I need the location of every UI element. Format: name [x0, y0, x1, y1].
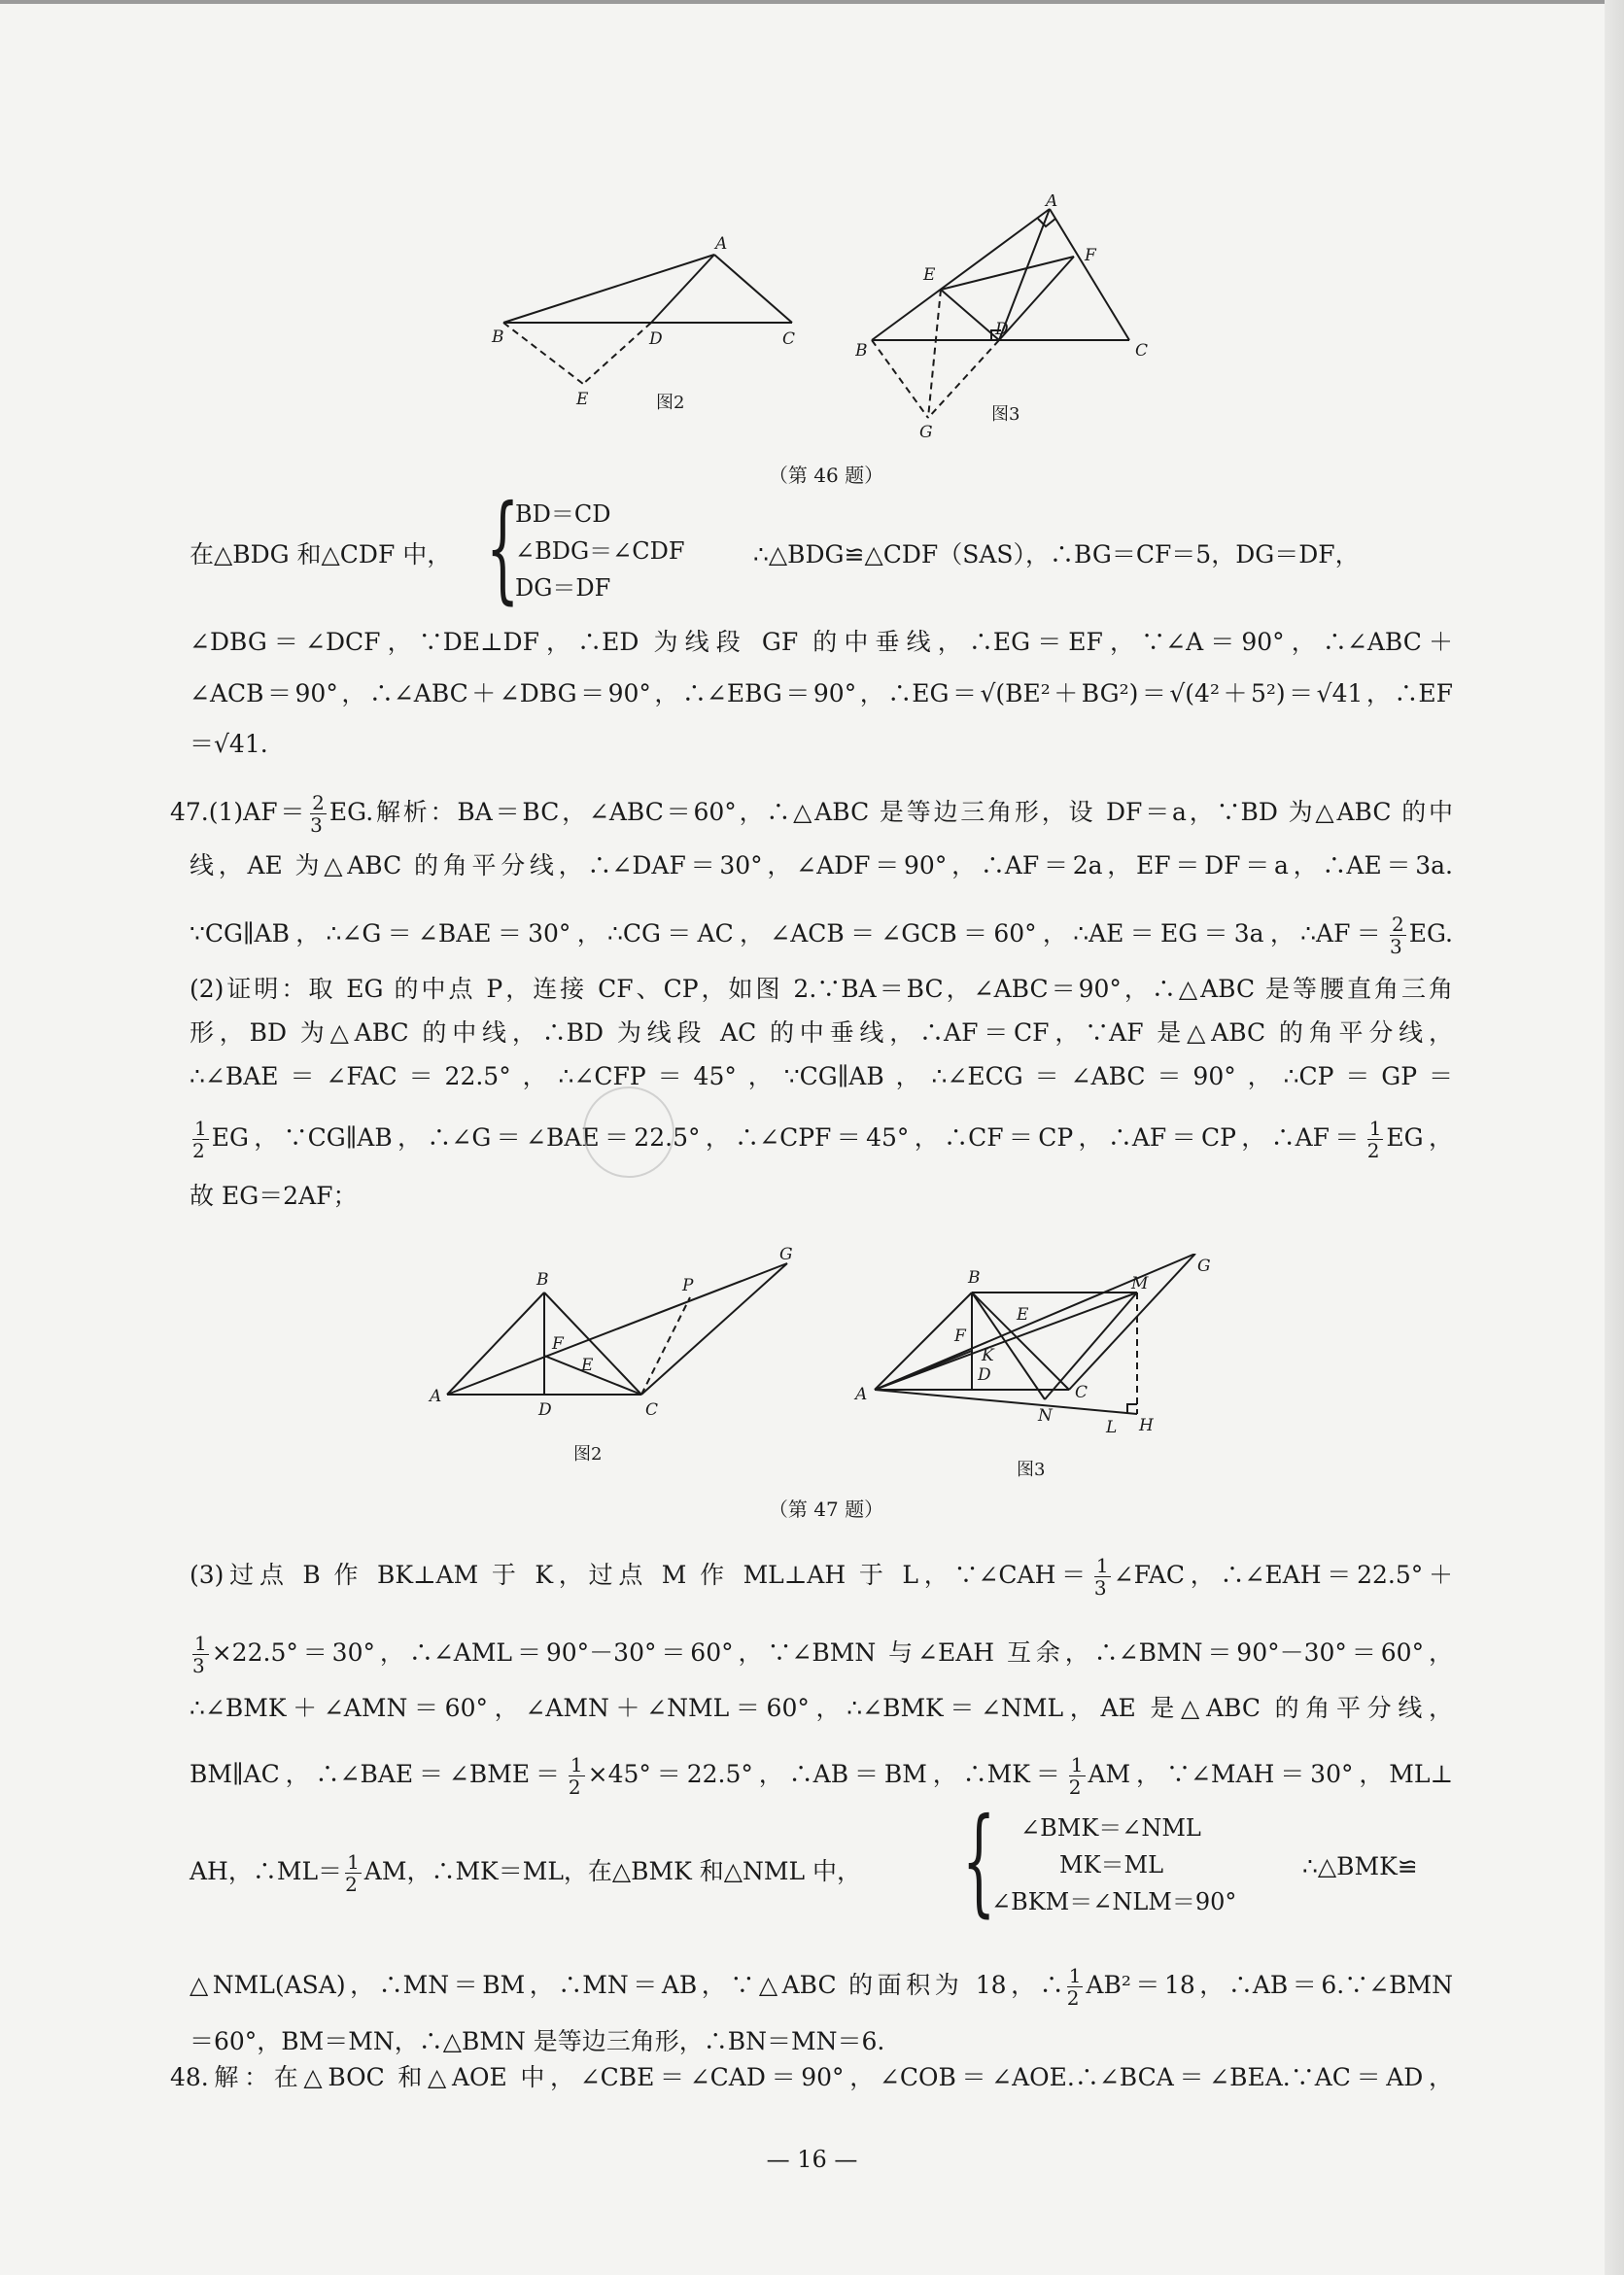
- fig46-2-label-A: A: [715, 234, 728, 254]
- p46-sys-prefix: 在△BDG 和△CDF 中，: [190, 540, 452, 569]
- p47c-line-6: △NML(ASA)，∴MN＝BM，∴MN＝AB，∵△ABC 的面积为 18，∴ $\frac{1}{2}$ AB²＝18，∴AB＝6.∵∠BMN: [190, 1964, 1453, 2010]
- figure-47-fig2: [418, 1244, 807, 1477]
- p47-frac-4: $\frac{1}{2}$: [1366, 1117, 1382, 1162]
- fig47-3-label-A: A: [855, 1385, 868, 1404]
- fig46-3-label-E: E: [923, 265, 936, 285]
- p47c-frac-5: $\frac{1}{2}$: [345, 1850, 360, 1896]
- fig46-2-label-C: C: [782, 329, 796, 349]
- page-right-margin: [1605, 0, 1624, 2275]
- p47c-sys-eq1: ∠BMK＝∠NML: [1020, 1814, 1201, 1842]
- p47c-line-7: ＝60°，BM＝MN，∴△BMN 是等边三角形，∴BN＝MN＝6.: [190, 2027, 885, 2055]
- p46-sys-eq2: ∠BDG＝∠CDF: [515, 537, 685, 565]
- fig47-3-label-F: F: [954, 1327, 966, 1346]
- p47c-frac-6: $\frac{1}{2}$: [1066, 1964, 1082, 2010]
- fig46-3-label-G: G: [919, 423, 933, 442]
- p47-line-8: 故 EG＝2AF；: [190, 1182, 358, 1210]
- fig47-2-label-P: P: [682, 1276, 694, 1295]
- p47c-line-4: BM∥AC，∴∠BAE＝∠BME＝ $\frac{1}{2}$ ×45°＝22.5°，∴AB＝BM，∴MK＝ $\frac{1}{2}$ AM，∵∠MAH＝30°，ML⊥: [190, 1753, 1453, 1799]
- fig46-2-label-B: B: [492, 327, 504, 347]
- figure-46-caption: （第 46 题）: [768, 464, 884, 487]
- p47c-system: [991, 1810, 1236, 1920]
- p47c-brace: {: [962, 1794, 996, 1929]
- p46-line-4: ＝√41.: [190, 730, 268, 758]
- fig47-3-caption: 图3: [1017, 1460, 1046, 1480]
- fig47-2-label-G: G: [779, 1245, 793, 1264]
- fig47-3-label-K: K: [982, 1346, 994, 1365]
- p47c-line-1: (3)过点 B 作 BK⊥AM 于 K，过点 M 作 ML⊥AH 于 L，∵∠CAH＝ $\frac{1}{3}$ ∠FAC，∴∠EAH＝22.5°＋: [190, 1554, 1453, 1600]
- p46-sys-suffix: ∴△BDG≌△CDF（SAS），∴BG＝CF＝5，DG＝DF，: [753, 540, 1360, 569]
- fig47-2-label-D: D: [538, 1400, 552, 1420]
- fig47-3-label-B: B: [968, 1268, 981, 1288]
- p47-line-2: 线，AE 为△ABC 的角平分线，∴∠DAF＝30°，∠ADF＝90°，∴AF＝2a，EF＝DF＝a，∴AE＝3a.: [190, 851, 1453, 879]
- p46-line-2: ∠DBG＝∠DCF，∵DE⊥DF，∴ED 为线段 GF 的中垂线，∴EG＝EF，∵∠A＝90°，∴∠ABC＋: [190, 628, 1453, 656]
- fig47-3-label-H: H: [1139, 1416, 1154, 1435]
- figure-46-fig2: [486, 224, 816, 418]
- p47c-line-3: ∴∠BMK＋∠AMN＝60°，∠AMN＋∠NML＝60°，∴∠BMK＝∠NML，AE 是△ABC 的角平分线，: [190, 1694, 1453, 1722]
- p47c-sys-eq3: ∠BKM＝∠NLM＝90°: [991, 1888, 1237, 1915]
- p47-line-5: 形，BD 为△ABC 的中线，∴BD 为线段 AC 的中垂线，∴AF＝CF，∵AF 是△ABC 的角平分线，: [190, 1018, 1453, 1047]
- p47c-sys-eq2: MK＝ML: [1059, 1851, 1164, 1879]
- fig47-3-label-D: D: [978, 1365, 991, 1385]
- fig46-3-label-A: A: [1046, 194, 1058, 211]
- fig46-3-label-B: B: [855, 341, 868, 361]
- fig47-2-label-A: A: [430, 1387, 442, 1406]
- p48-line-1: 48.解：在△BOC 和△AOE 中，∠CBE＝∠CAD＝90°，∠COB＝∠AOE.∴∠BCA＝∠BEA.∵AC＝AD，: [170, 2063, 1453, 2091]
- p46-line-3: ∠ACB＝90°，∴∠ABC＋∠DBG＝90°，∴∠EBG＝90°，∴EG＝√(BE²＋BG²)＝√(4²＋5²)＝√41，∴EF: [190, 679, 1453, 707]
- p47c-frac-4: $\frac{1}{2}$: [1068, 1753, 1084, 1799]
- fig46-3-label-C: C: [1135, 341, 1149, 361]
- p47-l1b: EG.解析：BA＝BC，∠ABC＝60°，∴△ABC 是等边三角形，设 DF＝a，∵BD 为△ABC 的中: [328, 798, 1454, 826]
- fig47-3-label-G: G: [1197, 1257, 1211, 1276]
- p47-l1a: 47.(1)AF＝: [170, 798, 308, 826]
- p46-brace: {: [486, 481, 520, 616]
- fig47-2-caption: 图2: [573, 1444, 603, 1465]
- page-number: — 16 —: [766, 2146, 858, 2173]
- fig47-3-label-C: C: [1075, 1383, 1088, 1402]
- p47c-l5c: ∴△BMK≌: [1302, 1852, 1418, 1880]
- fig47-3-label-N: N: [1038, 1406, 1053, 1426]
- p47c-frac-3: $\frac{1}{2}$: [568, 1753, 583, 1799]
- fig47-3-label-L: L: [1106, 1418, 1118, 1437]
- p47c-frac-1: $\frac{1}{3}$: [1093, 1554, 1109, 1600]
- p46-system: [515, 496, 685, 606]
- figure-47-fig3: [846, 1254, 1215, 1497]
- fig46-3-caption: 图3: [991, 404, 1020, 425]
- fig46-2-caption: 图2: [656, 393, 685, 413]
- page-top-edge: [0, 0, 1624, 4]
- fig47-2-label-E: E: [581, 1356, 594, 1375]
- figure-47-caption: （第 47 题）: [768, 1498, 884, 1521]
- fig46-3-label-F: F: [1085, 246, 1096, 265]
- p47c-frac-2: $\frac{1}{3}$: [192, 1632, 207, 1677]
- fig47-2-label-F: F: [552, 1334, 564, 1354]
- p47-line-6: ∴∠BAE＝∠FAC＝22.5°，∴∠CFP＝45°，∵CG∥AB，∴∠ECG＝∠ABC＝90°，∴CP＝GP＝: [190, 1062, 1453, 1090]
- fig47-2-label-B: B: [536, 1270, 549, 1290]
- p47-frac-2: $\frac{2}{3}$: [1389, 913, 1404, 958]
- p47c-line-5: AH，∴ML＝ $\frac{1}{2}$ AM，∴MK＝ML，在△BMK 和△NML 中，: [190, 1850, 861, 1896]
- fig47-3-label-M: M: [1131, 1274, 1149, 1293]
- p47c-line-2: $\frac{1}{3}$ ×22.5°＝30°，∴∠AML＝90°－30°＝60°，∵∠BMN 与∠EAH 互余，∴∠BMN＝90°－30°＝60°，: [192, 1632, 1453, 1677]
- p47-frac-1: $\frac{2}{3}$: [310, 791, 325, 837]
- fig47-3-label-E: E: [1017, 1305, 1029, 1325]
- p47-line-3: ∵CG∥AB，∴∠G＝∠BAE＝30°，∴CG＝AC，∠ACB＝∠GCB＝60°，∴AE＝EG＝3a，∴AF＝ $\frac{2}{3}$ EG.: [190, 913, 1453, 958]
- fig46-2-label-D: D: [649, 329, 663, 349]
- watermark-stamp: [583, 1086, 674, 1178]
- fig46-2-label-E: E: [576, 390, 589, 409]
- p46-sys-eq1: BD＝CD: [515, 500, 611, 528]
- figure-46-fig3: [855, 194, 1166, 447]
- fig46-3-label-D: D: [995, 320, 1009, 339]
- fig47-2-label-C: C: [645, 1400, 659, 1420]
- p47-line-7: $\frac{1}{2}$ EG，∵CG∥AB，∴∠G＝∠BAE＝22.5°，∴∠CPF＝45°，∴CF＝CP，∴AF＝CP，∴AF＝ $\frac{1}{2}$ EG，: [192, 1117, 1453, 1162]
- p47-frac-3: $\frac{1}{2}$: [192, 1117, 207, 1162]
- p47-line-4: (2)证明：取 EG 的中点 P，连接 CF、CP，如图 2.∵BA＝BC，∠ABC＝90°，∴△ABC 是等腰直角三角: [190, 975, 1453, 1003]
- p47-line-1: [170, 792, 1453, 836]
- p46-sys-eq3: DG＝DF: [515, 574, 611, 602]
